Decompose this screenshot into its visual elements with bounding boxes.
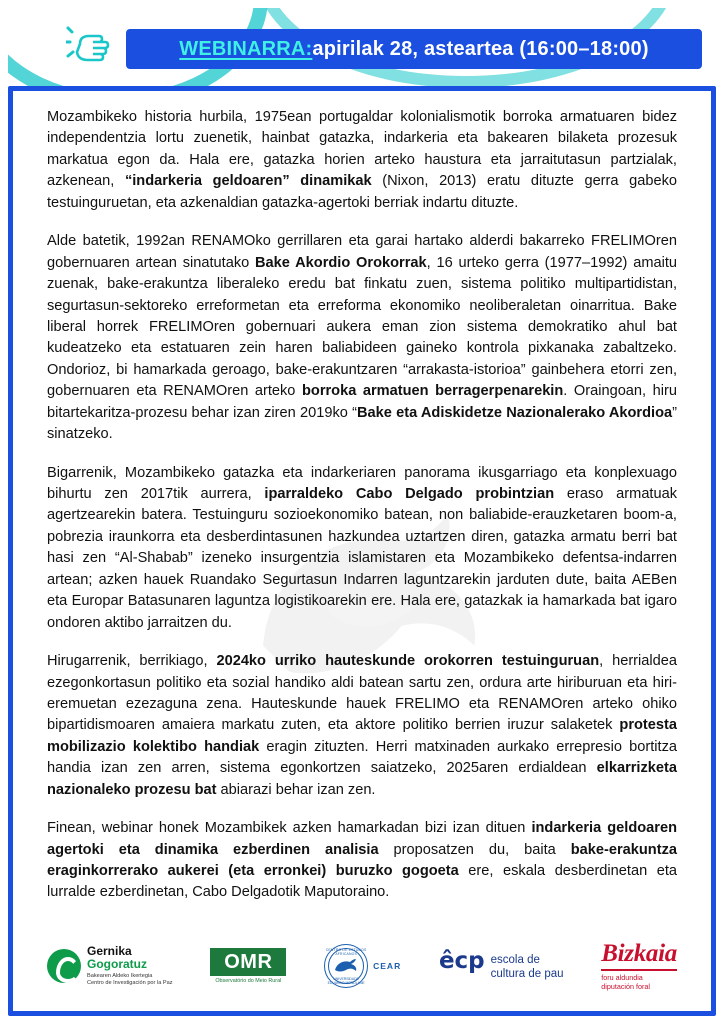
plain-text: (Nixon, 2013) eratu dituzte gerra gabeko testuinguruetan, eta azkenaldian gatazka-agertoki berriak indartu dituzte. <box>47 173 677 211</box>
bizkaia-sub-line2: diputación foral <box>601 981 650 991</box>
plain-text: Hirugarrenik, berrikiago, <box>47 653 217 670</box>
emphasis-text: protesta mobilizazio kolektibo handiak <box>47 717 677 755</box>
plain-text: , herrialdea ezegonkortasun politiko eta sozial handiko aldi batean sartu zen, ordura arte hiriburuan eta hiri-eremuetan ezezaguna zena. Hauteskunde hauek FRELIMO eta RENAMOren arteko ohiko bipartidismoaren amaiera markatu zuten, eta aktore politiko berrien iruzur salaketek <box>47 653 677 734</box>
plain-text: , 16 urteko gerra (1977–1992) amaitu zuenak, bake-erakuntza liberaleko eredu bat finkatu zuen, sistema politiko multipartidistan, segurtasun-sektoreko erreformetan eta erreforma ekonomiko neoliberaletan oinarritua. Bake liberal horrek FRELIMOren gobernuari aukera eman zion sistema demokratiko ahul bat kudeatzeko eta estatuaren zein haren baliabideen gaineko kontrola pixkanaka zabaltzeko. Ondorioz, bi hamarkada geroago, bake-erakuntzaren “arrakasta-istorioa” gainbehera etorri zen, gobernuaren eta RENAMOren arteko <box>47 254 678 400</box>
webinar-title-banner <box>126 29 702 69</box>
cear-seal-bottom-text: UNIVERSIDADE EDUARDO MONDLANE <box>327 976 365 985</box>
cear-seal-icon <box>324 944 368 988</box>
omr-caption: Observatório do Meio Rural <box>215 977 282 984</box>
pointing-hand-icon <box>66 24 118 70</box>
gernika-name-line2: Gogoratuz <box>87 956 147 971</box>
content-frame <box>8 86 716 1016</box>
emphasis-text: borroka armatuen berragerpenarekin <box>301 383 564 400</box>
paragraph-3 <box>47 463 677 635</box>
paragraph-1 <box>47 107 677 214</box>
plain-text: eragin zituzten. Herri matxinaden aurkako errepresio bortitza handia izan zen arren, sistema egonkortzen saiatzeko, 2025aren erdialdean <box>47 738 677 777</box>
paragraph-4 <box>47 651 677 801</box>
emphasis-text: indarkeria geldoaren agertoki eta dinamika ezberdinen analisia <box>47 820 677 858</box>
plain-text: Finean, webinar honek Mozambikek azken hamarkadan bizi izan dituen <box>47 820 532 837</box>
logo-omr <box>210 948 286 984</box>
omr-word: OMR <box>210 948 286 976</box>
plain-text: ere, eskala desberdinetan eta lurralde ezberdinetan, Cabo Delgadotik Maputoraino. <box>47 863 678 901</box>
paragraph-5 <box>47 818 677 904</box>
body-text <box>13 91 711 904</box>
plain-text: . Oraingoan, hiru bitartekaritza-prozesu behar izan ziren 2019ko “ <box>47 383 677 421</box>
plain-text: proposatzen du, baita <box>378 841 571 858</box>
emphasis-text: bake-erakuntza eraginkorrerako aukerei (eta erronkei) buruzko gogoeta <box>47 841 677 879</box>
emphasis-text: 2024ko urriko hauteskunde orokorren testuinguruan <box>216 653 600 670</box>
bizkaia-word: Bizkaia <box>601 940 677 968</box>
plain-text: Mozambikeko historia hurbila, 1975ean portugaldar kolonialismotik borroka armatuaren bidez independentzia lortu zuenetik, hainbat gatazka, indarkeria eta bakearen bilaketa prozesuk markatua egon da. Hala ere, gatazka horien arteko haustura eta jarraitutasun partzialak, azkenean, <box>47 109 677 190</box>
plain-text: Bigarrenik, Mozambikeko gatazka eta indarkeriaren panorama ikusgarriago eta konplexuago bihurtu zen 2017tik aurrera, <box>47 464 677 502</box>
cear-word: CEAR <box>373 961 402 971</box>
plain-text: ” sinatzeko. <box>47 404 677 443</box>
banner <box>8 8 716 86</box>
emphasis-text: “indarkeria geldoaren” dinamikak <box>124 173 372 190</box>
logo-row <box>13 929 711 1003</box>
ecp-mark: êcp <box>438 948 485 975</box>
emphasis-text: Bake Akordio Orokorrak <box>255 254 427 271</box>
emphasis-text: iparraldeko Cabo Delgado probintzian <box>264 486 555 502</box>
gernika-sub-line2: Centro de Investigación por la Paz <box>87 980 173 987</box>
gernika-mark-icon <box>47 949 81 983</box>
banner-title-rest: apirilak 28, asteartea (16:00–18:00) <box>312 37 649 60</box>
paragraph-2 <box>47 231 677 445</box>
logo-cear <box>324 944 401 988</box>
logo-gernika-gogoratuz <box>47 945 173 987</box>
bizkaia-sub-line1: foru aldundia <box>601 972 643 982</box>
plain-text: eraso armatuak agertzearekin batera. Testuinguru sozioekonomiko batean, non baliabide-erauzketaren boom-a, pobrezia iraunkorra eta desberdintasunen hazkundea uztartzen diren, gatazka armatu berri bat hasi zen “Al-Shabab” izeneko insurgentzia islamistaren eta Mozambikeko defentsa-indarren artean; azken hauek Ruandako Segurtasun Indarren laguntzarekin jarduten dute, baita AEBen eta Europar Batasunaren laguntza logistikoarekin ere. Hala ere, gatazkak ia hamarkada bat igaro ondoren aktibo jarraitzen du. <box>47 486 678 631</box>
ecp-line2: cultura de pau <box>490 968 564 980</box>
ecp-line1: escola de <box>490 954 540 967</box>
bizkaia-divider <box>601 969 677 971</box>
plain-text: Alde batetik, 1992an RENAMOko gerrillaren eta garai hartako alderdi bakarreko FRELIMOren gobernuaren artean sinatutako <box>47 233 677 271</box>
emphasis-text: Bake eta Adiskidetze Nazionalerako Akordioa <box>356 404 673 421</box>
emphasis-text: elkarrizketa nazionaleko prozesu bat <box>47 760 677 798</box>
banner-title-highlight: WEBINARRA: <box>179 37 313 60</box>
cear-seal-top-text: CENTRO DE ESTUDOS AFRICANOS <box>325 947 367 956</box>
gernika-sub-line1: Bakearen Aldeko Ikertegia <box>87 973 153 980</box>
plain-text: abiarazi behar izan zen. <box>216 781 376 798</box>
logo-ecp <box>439 950 564 981</box>
logo-bizkaia <box>601 941 677 991</box>
gernika-name-line1: Gernika <box>87 943 132 958</box>
